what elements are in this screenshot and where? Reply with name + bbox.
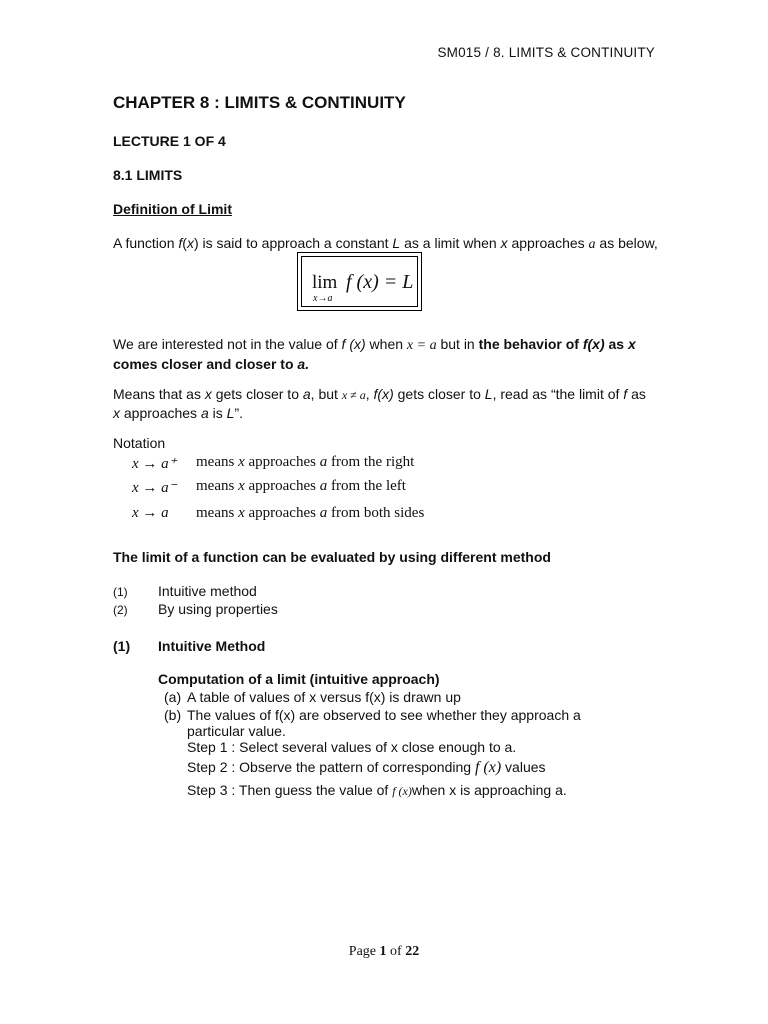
text: gets closer to <box>393 386 485 402</box>
text: as below, <box>595 235 658 251</box>
text: approaches <box>244 478 320 494</box>
text: ”. <box>234 405 243 421</box>
step-1: Step 1 : Select several values of x close enough to a. <box>187 739 517 755</box>
heading-number: (1) <box>113 638 131 654</box>
list-text: The values of f(x) are observed to see whether they approach a particular value. <box>187 707 581 739</box>
text: , <box>365 386 374 402</box>
formula-inner-border <box>301 256 418 307</box>
text: of <box>386 944 406 959</box>
bold-math-fx: f(x) <box>582 336 605 352</box>
list-text: Intuitive method <box>158 583 257 599</box>
math-L: L <box>226 405 235 421</box>
step-2 <box>187 759 546 776</box>
notation-symbol: x → a⁻ <box>132 480 177 496</box>
notation-row-right <box>132 454 532 474</box>
text: gets closer to <box>211 386 303 402</box>
page-total: 22 <box>405 944 420 959</box>
text: , read as “the limit of <box>492 386 624 402</box>
step-3 <box>187 782 567 799</box>
math-a: a <box>319 478 328 494</box>
text: as <box>627 386 646 402</box>
math-L: L <box>484 386 493 402</box>
math-f: f <box>178 235 183 251</box>
formula-lim: lim <box>312 272 338 293</box>
math-x: x <box>238 478 245 494</box>
bold-math-x: x <box>627 336 636 352</box>
text: from the right <box>327 454 415 470</box>
list-item <box>164 707 644 739</box>
text: , but <box>310 386 342 402</box>
paren: ) <box>193 235 199 251</box>
text: approaches <box>120 405 201 421</box>
notation-description <box>196 454 414 471</box>
math-a: a <box>200 405 209 421</box>
math-x: x <box>186 235 194 251</box>
bold-text: as <box>604 336 628 352</box>
list-item <box>113 600 513 618</box>
text: approaches <box>244 454 320 470</box>
page-current: 1 <box>379 944 387 959</box>
interest-paragraph <box>113 335 658 373</box>
notation-row-left <box>132 478 532 498</box>
math-f: f <box>623 386 628 402</box>
text: A function <box>113 235 179 251</box>
notation-label: Notation <box>113 435 166 451</box>
limit-formula-box <box>297 252 422 311</box>
text: approaches <box>507 235 589 251</box>
list-text: A table of values of x versus f(x) is drawn up <box>187 689 461 705</box>
math-fx: f (x) <box>474 759 502 776</box>
text: means <box>196 478 239 494</box>
methods-heading: The limit of a function can be evaluated by using different method <box>113 549 551 565</box>
math-fx: f (x) <box>341 336 366 352</box>
text: is said to approach a constant <box>198 235 393 251</box>
text: from both sides <box>327 505 425 521</box>
computation-heading: Computation of a limit (intuitive approach) <box>158 671 440 687</box>
math-a: a <box>319 505 328 521</box>
text: Means that as <box>113 386 205 402</box>
text: We are interested not in the value of <box>113 336 342 352</box>
math-x: x <box>238 454 245 470</box>
math-fx: f(x) <box>373 386 394 402</box>
notation-description <box>196 505 424 522</box>
list-label: (a) <box>164 689 182 705</box>
text: when <box>365 336 407 352</box>
math-x: x <box>238 505 245 521</box>
lecture-label: LECTURE 1 OF 4 <box>113 133 226 149</box>
paren: ( <box>182 235 187 251</box>
list-item <box>164 689 644 705</box>
math-a: a <box>302 386 311 402</box>
notation-description <box>196 478 406 495</box>
math-x: x <box>204 386 212 402</box>
text: means <box>196 505 239 521</box>
means-paragraph <box>113 385 658 422</box>
math-neq: x ≠ a <box>341 388 366 402</box>
text: but in <box>436 336 479 352</box>
text: approaches <box>244 505 320 521</box>
list-number: (2) <box>113 603 128 617</box>
math-L: L <box>392 235 401 251</box>
text: means <box>196 454 239 470</box>
definition-heading: Definition of Limit <box>113 201 232 217</box>
math-a: a <box>319 454 328 470</box>
chapter-title: CHAPTER 8 : LIMITS & CONTINUITY <box>113 93 406 112</box>
section-heading: 8.1 LIMITS <box>113 167 183 183</box>
list-label: (b) <box>164 707 182 723</box>
text: values <box>501 759 546 775</box>
formula-expression: f (x) = L <box>346 271 414 293</box>
bold-text: the behavior of <box>478 336 583 352</box>
text: Step 3 : Then guess the value of <box>187 782 393 798</box>
notation-symbol: x → a⁺ <box>132 456 177 472</box>
bold-math-a: a. <box>297 356 310 372</box>
math-x: x <box>500 235 508 251</box>
math-x: x <box>113 405 120 421</box>
text: as a limit when <box>400 235 501 251</box>
list-text: By using properties <box>158 601 278 617</box>
heading-text: Intuitive Method <box>158 638 266 654</box>
math-fx: f (x) <box>392 784 412 798</box>
text: Page <box>348 944 380 959</box>
notation-symbol: x → a <box>132 505 169 521</box>
text: Step 2 : Observe the pattern of corresponding <box>187 759 475 775</box>
bold-text: comes closer and closer to <box>113 356 298 372</box>
list-number: (1) <box>113 585 128 599</box>
page-footer <box>0 944 768 960</box>
running-header: SM015 / 8. LIMITS & CONTINUITY <box>437 45 655 60</box>
notation-row-both <box>132 505 532 525</box>
math-a: a <box>588 237 596 252</box>
text: when x is approaching a. <box>411 782 567 798</box>
text: is <box>208 405 227 421</box>
intuitive-method-heading <box>113 638 513 656</box>
formula-subscript: x→a <box>313 293 333 304</box>
text: from the left <box>327 478 406 494</box>
definition-text <box>113 234 658 254</box>
list-item <box>113 582 513 600</box>
math-eq: x = a <box>406 338 437 353</box>
